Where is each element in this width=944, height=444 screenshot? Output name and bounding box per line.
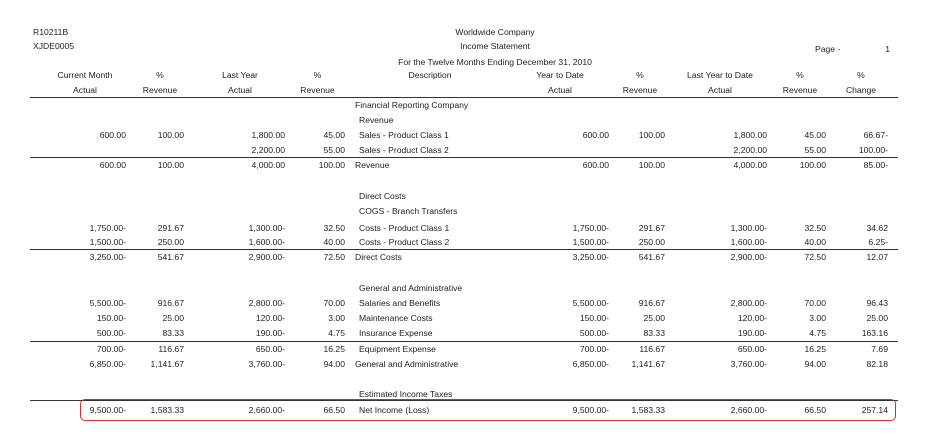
row-value-col7: 1,300.00- [730, 223, 767, 233]
row-value-col1: 6,850.00- [89, 359, 126, 369]
row-value-col9: 25.00 [866, 313, 888, 323]
row-value-col5: 6,850.00- [572, 359, 609, 369]
row-value-col2: 25.00 [162, 313, 184, 323]
row-value-col4: 45.00 [323, 130, 345, 140]
row-value-col2: 100.00 [157, 160, 184, 170]
row-value-col7: 2,800.00- [730, 298, 767, 308]
row-value-col9: 163.16 [861, 328, 888, 338]
row-value-col8: 55.00 [804, 145, 826, 155]
row-value-col2: 250.00 [157, 237, 184, 247]
row-value-col1: 150.00- [96, 313, 126, 323]
row-value-col7: 4,000.00 [733, 160, 767, 170]
header-desc-line1: Description [408, 70, 452, 80]
page-number: 1 [885, 44, 890, 54]
subtotal-rule [30, 341, 898, 342]
row-value-col9: 100.00- [858, 145, 888, 155]
row-value-col5: 1,750.00- [572, 223, 609, 233]
row-value-col1: 9,500.00- [89, 405, 126, 415]
row-value-col7: 190.00- [737, 328, 767, 338]
row-value-col6: 25.00 [643, 313, 665, 323]
row-value-col2: 100.00 [157, 130, 184, 140]
row-value-col4: 55.00 [323, 145, 345, 155]
row-description: Costs - Product Class 1 [359, 223, 450, 233]
row-description: General and Administrative [355, 359, 459, 369]
row-value-col1: 600.00 [99, 160, 126, 170]
row-value-col1: 1,750.00- [89, 223, 126, 233]
row-value-col8: 100.00 [799, 160, 826, 170]
row-value-col8: 4.75 [809, 328, 826, 338]
row-value-col5: 150.00- [579, 313, 609, 323]
row-value-col2: 83.33 [162, 328, 184, 338]
row-description: Revenue [355, 160, 390, 170]
row-value-col4: 94.00 [323, 359, 345, 369]
row-value-col9: 7.69 [871, 344, 888, 354]
row-value-col4: 100.00 [318, 160, 345, 170]
row-value-col3: 2,900.00- [248, 252, 285, 262]
row-value-col6: 250.00 [638, 237, 665, 247]
header-c7-line2: Actual [708, 85, 732, 95]
row-description: Maintenance Costs [359, 313, 433, 323]
row-description: Sales - Product Class 2 [359, 145, 449, 155]
row-value-col1: 3,250.00- [89, 252, 126, 262]
net-income-highlight [80, 399, 896, 421]
row-value-col3: 3,760.00- [248, 359, 285, 369]
header-c7-line1: Last Year to Date [687, 70, 753, 80]
row-value-col5: 1,500.00- [572, 237, 609, 247]
row-value-col3: 1,600.00- [248, 237, 285, 247]
row-value-col8: 32.50 [804, 223, 826, 233]
row-value-col5: 500.00- [579, 328, 609, 338]
row-value-col3: 1,800.00 [251, 130, 285, 140]
row-value-col4: 70.00 [323, 298, 345, 308]
row-description: Equipment Expense [359, 344, 436, 354]
row-description: Sales - Product Class 1 [359, 130, 449, 140]
row-value-col6: 100.00 [638, 130, 665, 140]
row-value-col8: 94.00 [804, 359, 826, 369]
row-value-col7: 3,760.00- [730, 359, 767, 369]
row-value-col4: 3.00 [328, 313, 345, 323]
row-value-col8: 45.00 [804, 130, 826, 140]
row-value-col4: 16.25 [323, 344, 345, 354]
row-value-col6: 541.67 [638, 252, 665, 262]
row-value-col2: 541.67 [157, 252, 184, 262]
row-value-col7: 2,900.00- [730, 252, 767, 262]
row-value-col9: 82.18 [866, 359, 888, 369]
row-value-col4: 4.75 [328, 328, 345, 338]
row-description: Direct Costs [355, 252, 402, 262]
row-description: Costs - Product Class 2 [359, 237, 450, 247]
row-value-col8: 3.00 [809, 313, 826, 323]
row-description: Insurance Expense [359, 328, 433, 338]
header-c4-line2: Revenue [300, 85, 335, 95]
row-value-col1: 5,500.00- [89, 298, 126, 308]
row-description: Estimated Income Taxes [359, 389, 453, 399]
row-value-col9: 66.67- [863, 130, 888, 140]
subtotal-rule [30, 157, 898, 158]
row-value-col9: 257.14 [861, 405, 888, 415]
row-value-col6: 116.67 [639, 344, 665, 354]
row-value-col3: 1,300.00- [248, 223, 285, 233]
row-value-col3: 120.00- [255, 313, 285, 323]
report-id: R10211B [33, 27, 69, 37]
row-value-col5: 700.00- [579, 344, 609, 354]
header-c8-line2: Revenue [782, 85, 818, 95]
row-value-col7: 120.00- [737, 313, 767, 323]
header-c1-line1: Current Month [57, 70, 113, 80]
header-c6-line2: Revenue [622, 85, 658, 95]
row-value-col3: 2,800.00- [248, 298, 285, 308]
row-description: Salaries and Benefits [359, 298, 441, 308]
header-c9-line2: Change [845, 85, 877, 95]
row-value-col6: 916.67 [638, 298, 665, 308]
row-value-col1: 500.00- [96, 328, 126, 338]
page-label: Page - [815, 44, 841, 54]
subtotal-rule [30, 249, 898, 250]
row-description: COGS - Branch Transfers [359, 206, 458, 216]
row-value-col8: 72.50 [804, 252, 826, 262]
row-value-col4: 40.00 [323, 237, 345, 247]
row-value-col9: 96.43 [866, 298, 888, 308]
row-value-col5: 600.00 [582, 130, 609, 140]
header-c8-line1: % [796, 70, 804, 80]
report-period: For the Twelve Months Ending December 31, 2010 [398, 57, 592, 67]
row-value-col4: 72.50 [323, 252, 345, 262]
row-description: General and Administrative [359, 283, 463, 293]
row-value-col2: 291.67 [157, 223, 184, 233]
row-value-col2: 116.67 [158, 344, 184, 354]
row-value-col2: 1,583.33 [150, 405, 184, 415]
company-name: Worldwide Company [455, 27, 535, 37]
row-value-col8: 16.25 [804, 344, 826, 354]
header-c5-line1: Year to Date [536, 70, 584, 80]
row-value-col8: 70.00 [804, 298, 826, 308]
row-value-col8: 66.50 [804, 405, 826, 415]
header-c2-line2: Revenue [142, 85, 178, 95]
row-value-col2: 916.67 [157, 298, 184, 308]
row-value-col1: 1,500.00- [89, 237, 126, 247]
row-value-col3: 4,000.00 [251, 160, 285, 170]
row-value-col3: 650.00- [255, 344, 285, 354]
row-value-col4: 66.50 [323, 405, 345, 415]
row-value-col7: 1,800.00 [733, 130, 767, 140]
row-value-col6: 1,583.33 [631, 405, 665, 415]
row-value-col9: 85.00- [863, 160, 888, 170]
report-title: Income Statement [460, 41, 530, 51]
header-rule [30, 97, 898, 98]
header-c6-line1: % [636, 70, 644, 80]
row-value-col5: 5,500.00- [572, 298, 609, 308]
header-c1-line2: Actual [73, 85, 97, 95]
row-value-col3: 2,660.00- [248, 405, 285, 415]
row-value-col4: 32.50 [323, 223, 345, 233]
row-value-col5: 9,500.00- [572, 405, 609, 415]
row-value-col3: 190.00- [255, 328, 285, 338]
row-description: Financial Reporting Company [355, 100, 469, 110]
row-value-col6: 83.33 [643, 328, 665, 338]
row-value-col9: 34.62 [866, 223, 888, 233]
row-value-col1: 600.00 [99, 130, 126, 140]
header-c3-line1: Last Year [222, 70, 258, 80]
row-value-col1: 700.00- [96, 344, 126, 354]
row-value-col6: 291.67 [638, 223, 665, 233]
row-value-col5: 600.00 [582, 160, 609, 170]
row-value-col8: 40.00 [804, 237, 826, 247]
row-value-col6: 1,141.67 [631, 359, 665, 369]
row-value-col9: 12.07 [866, 252, 888, 262]
header-c3-line2: Actual [228, 85, 252, 95]
row-description: Direct Costs [359, 191, 406, 201]
header-c2-line1: % [156, 70, 164, 80]
row-value-col3: 2,200.00 [251, 145, 285, 155]
row-value-col7: 2,200.00 [733, 145, 767, 155]
header-c5-line2: Actual [548, 85, 572, 95]
header-c9-line1: % [857, 70, 865, 80]
row-value-col7: 1,600.00- [730, 237, 767, 247]
header-c4-line1: % [313, 70, 322, 80]
report-version: XJDE0005 [33, 41, 75, 51]
row-value-col7: 2,660.00- [730, 405, 767, 415]
row-value-col7: 650.00- [737, 344, 767, 354]
row-value-col9: 6.25- [868, 237, 888, 247]
row-description: Net Income (Loss) [359, 405, 430, 415]
row-value-col2: 1,141.67 [150, 359, 184, 369]
row-value-col6: 100.00 [638, 160, 665, 170]
row-value-col5: 3,250.00- [572, 252, 609, 262]
row-description: Revenue [359, 115, 394, 125]
